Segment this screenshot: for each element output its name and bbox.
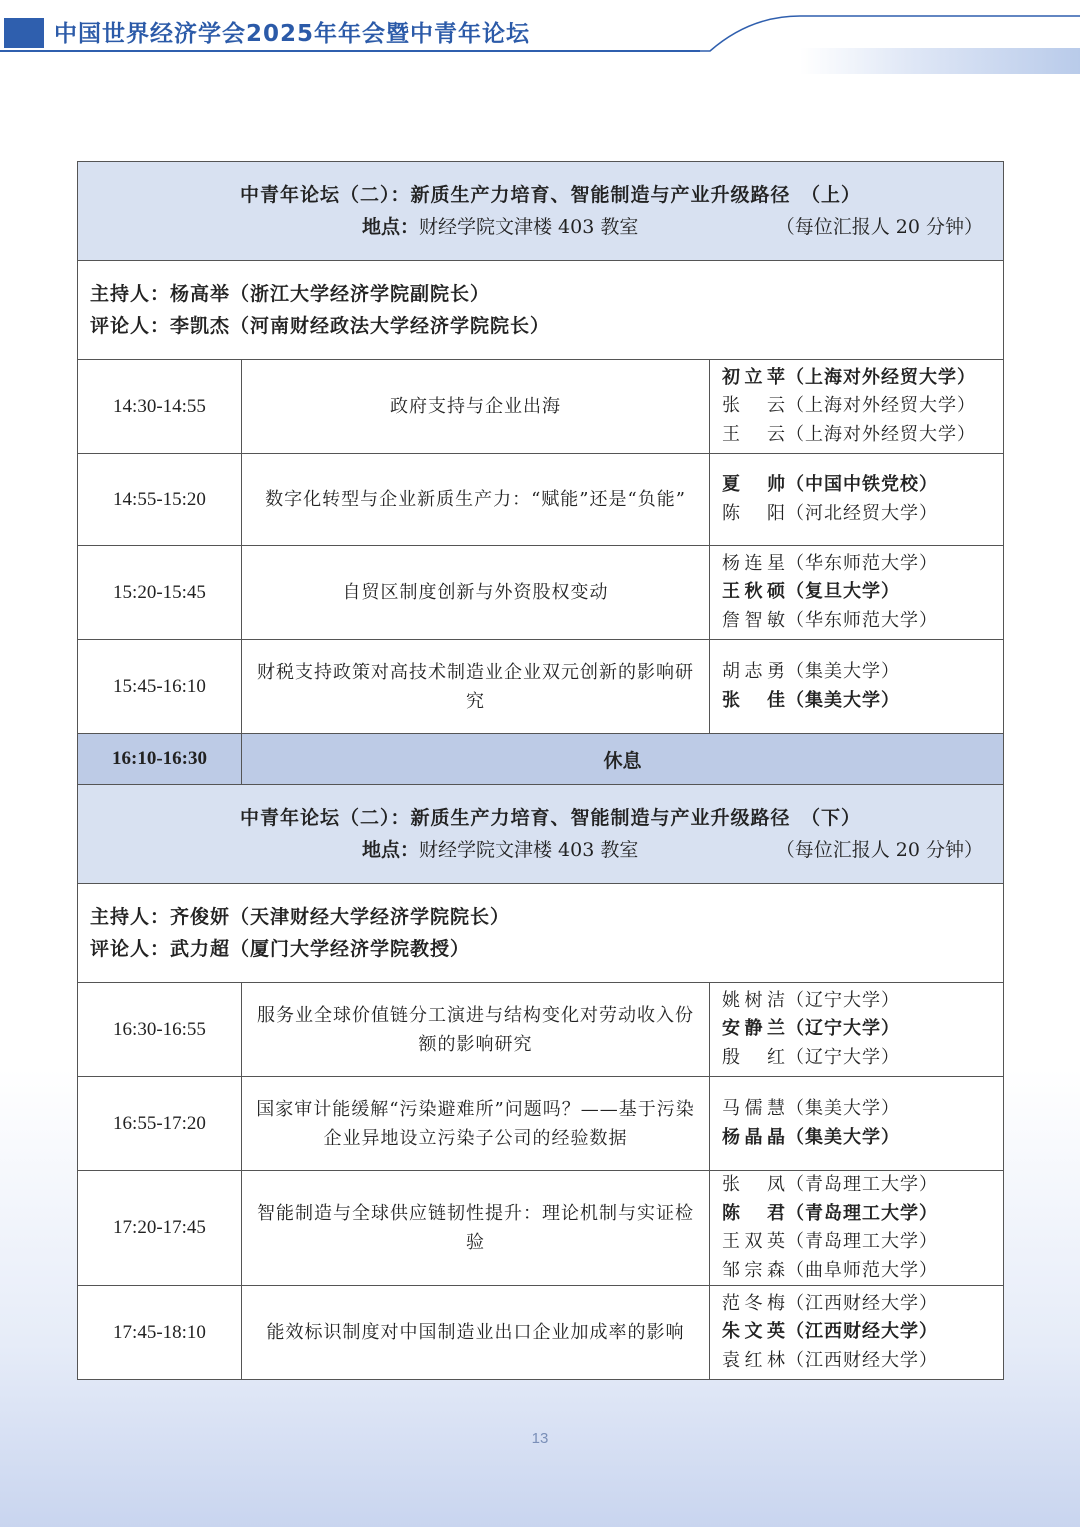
author-name: 初立苹 bbox=[722, 366, 786, 388]
author-affiliation: （辽宁大学） bbox=[786, 989, 900, 1011]
time-slot: 15:45-16:10 bbox=[78, 640, 242, 734]
author-entry bbox=[722, 1171, 1003, 1200]
author-name: 詹智敏 bbox=[722, 609, 786, 631]
session-moderators bbox=[78, 884, 1004, 983]
author-entry bbox=[722, 607, 1003, 636]
author-entry bbox=[722, 550, 1003, 579]
author-affiliation: （中国中铁党校） bbox=[786, 474, 938, 495]
paper-title: 服务业全球价值链分工演进与结构变化对劳动收入份额的影响研究 bbox=[242, 983, 710, 1077]
paper-title: 能效标识制度对中国制造业出口企业加成率的影响 bbox=[242, 1286, 710, 1380]
header-title: 中国世界经济学会2025年年会暨中青年论坛 bbox=[54, 21, 531, 47]
author-affiliation: （集美大学） bbox=[786, 1098, 900, 1119]
time-slot: 16:30-16:55 bbox=[78, 983, 242, 1077]
author-name: 张云 bbox=[722, 395, 786, 417]
author-affiliation: （河北经贸大学） bbox=[786, 502, 938, 524]
time-slot: 14:30-14:55 bbox=[78, 360, 242, 454]
author-name: 陈君 bbox=[722, 1202, 786, 1224]
author-affiliation: （上海对外经贸大学） bbox=[786, 366, 976, 388]
table-row bbox=[78, 1286, 1004, 1380]
paper-title: 国家审计能缓解“污染避难所”问题吗？——基于污染企业异地设立污染子公司的经验数据 bbox=[242, 1077, 710, 1171]
author-entry bbox=[722, 1124, 1003, 1153]
paper-title: 数字化转型与企业新质生产力：“赋能”还是“负能” bbox=[242, 454, 710, 546]
duration-note: （每位汇报人 20 分钟） bbox=[775, 216, 984, 238]
author-affiliation: （曲阜师范大学） bbox=[786, 1259, 938, 1281]
author-entry bbox=[722, 987, 1003, 1016]
author-name: 朱文英 bbox=[722, 1321, 786, 1343]
authors-cell bbox=[710, 1286, 1004, 1380]
time-slot: 14:55-15:20 bbox=[78, 454, 242, 546]
author-name: 杨晶晶 bbox=[722, 1126, 786, 1148]
author-entry bbox=[722, 658, 1003, 687]
author-affiliation: （集美大学） bbox=[786, 689, 900, 711]
author-affiliation: （青岛理工大学） bbox=[786, 1174, 938, 1195]
time-slot: 15:20-15:45 bbox=[78, 546, 242, 640]
author-affiliation: （上海对外经贸大学） bbox=[786, 423, 976, 445]
author-affiliation: （青岛理工大学） bbox=[786, 1231, 938, 1252]
author-entry bbox=[722, 1318, 1003, 1347]
location-value: 财经学院文津楼 403 教室 bbox=[419, 216, 639, 238]
author-affiliation: （华东师范大学） bbox=[786, 609, 938, 631]
page-number: 13 bbox=[531, 1430, 549, 1447]
paper-title: 政府支持与企业出海 bbox=[242, 360, 710, 454]
author-name: 殷红 bbox=[722, 1046, 786, 1068]
paper-title: 自贸区制度创新与外资股权变动 bbox=[242, 546, 710, 640]
author-entry bbox=[722, 1095, 1003, 1124]
discussant-line: 评论人：李凯杰（河南财经政法大学经济学院院长） bbox=[90, 315, 551, 337]
table-row bbox=[78, 983, 1004, 1077]
session-header bbox=[78, 785, 1004, 884]
page-header bbox=[0, 0, 1080, 80]
author-entry bbox=[722, 471, 1003, 500]
author-entry bbox=[722, 1347, 1003, 1376]
time-slot: 16:55-17:20 bbox=[78, 1077, 242, 1171]
authors-cell bbox=[710, 640, 1004, 734]
session-location-line bbox=[78, 211, 1003, 243]
author-entry bbox=[722, 578, 1003, 607]
header-rule bbox=[0, 50, 700, 52]
author-affiliation: （上海对外经贸大学） bbox=[786, 395, 976, 417]
paper-title: 智能制造与全球供应链韧性提升：理论机制与实证检验 bbox=[242, 1171, 710, 1286]
time-slot: 17:20-17:45 bbox=[78, 1171, 242, 1286]
table-row bbox=[78, 640, 1004, 734]
author-affiliation: （华东师范大学） bbox=[786, 552, 938, 574]
author-name: 胡志勇 bbox=[722, 661, 786, 682]
table-row bbox=[78, 360, 1004, 454]
location-label: 地点： bbox=[362, 216, 420, 238]
author-entry bbox=[722, 1015, 1003, 1044]
session-title: 中青年论坛（二）：新质生产力培育、智能制造与产业升级路径 （上） bbox=[240, 184, 862, 206]
author-name: 马儒慧 bbox=[722, 1098, 786, 1119]
authors-cell bbox=[710, 1077, 1004, 1171]
location-label: 地点： bbox=[362, 839, 420, 861]
author-name: 夏帅 bbox=[722, 474, 786, 495]
author-affiliation: （复旦大学） bbox=[786, 581, 900, 603]
table-row bbox=[78, 546, 1004, 640]
authors-cell bbox=[710, 983, 1004, 1077]
author-name: 张佳 bbox=[722, 689, 786, 711]
duration-note: （每位汇报人 20 分钟） bbox=[775, 839, 984, 861]
break-time: 16:10-16:30 bbox=[78, 734, 242, 785]
session-title: 中青年论坛（二）：新质生产力培育、智能制造与产业升级路径 （下） bbox=[240, 807, 862, 829]
author-name: 陈阳 bbox=[722, 502, 786, 524]
header-accent-bar bbox=[4, 18, 44, 48]
header-curve bbox=[690, 14, 1080, 52]
header-gradient-band bbox=[800, 48, 1080, 74]
author-name: 安静兰 bbox=[722, 1018, 786, 1040]
author-entry bbox=[722, 500, 1003, 529]
table-row bbox=[78, 1171, 1004, 1286]
paper-title: 财税支持政策对高技术制造业企业双元创新的影响研究 bbox=[242, 640, 710, 734]
author-entry bbox=[722, 1044, 1003, 1073]
author-entry bbox=[722, 1257, 1003, 1286]
time-slot: 17:45-18:10 bbox=[78, 1286, 242, 1380]
author-affiliation: （辽宁大学） bbox=[786, 1018, 900, 1040]
author-name: 姚树洁 bbox=[722, 989, 786, 1011]
author-entry bbox=[722, 1200, 1003, 1229]
author-name: 邹宗森 bbox=[722, 1259, 786, 1281]
discussant-line: 评论人：武力超（厦门大学经济学院教授） bbox=[90, 938, 471, 960]
author-affiliation: （江西财经大学） bbox=[786, 1349, 938, 1371]
session-header bbox=[78, 162, 1004, 261]
author-affiliation: （江西财经大学） bbox=[786, 1292, 938, 1314]
author-affiliation: （集美大学） bbox=[786, 661, 900, 682]
authors-cell bbox=[710, 1171, 1004, 1286]
author-name: 杨连星 bbox=[722, 552, 786, 574]
author-affiliation: （江西财经大学） bbox=[786, 1321, 938, 1343]
author-name: 袁红林 bbox=[722, 1349, 786, 1371]
author-affiliation: （辽宁大学） bbox=[786, 1046, 900, 1068]
authors-cell bbox=[710, 546, 1004, 640]
author-entry bbox=[722, 392, 1003, 421]
break-row bbox=[78, 734, 1004, 785]
author-entry bbox=[722, 1290, 1003, 1319]
break-label: 休息 bbox=[242, 734, 1004, 785]
table-row bbox=[78, 454, 1004, 546]
table-row bbox=[78, 1077, 1004, 1171]
author-entry bbox=[722, 364, 1003, 393]
author-name: 张凤 bbox=[722, 1174, 786, 1195]
author-entry bbox=[722, 687, 1003, 716]
location-value: 财经学院文津楼 403 教室 bbox=[419, 839, 639, 861]
author-name: 王云 bbox=[722, 423, 786, 445]
author-entry bbox=[722, 421, 1003, 450]
author-affiliation: （集美大学） bbox=[786, 1126, 900, 1148]
author-name: 范冬梅 bbox=[722, 1292, 786, 1314]
author-entry bbox=[722, 1228, 1003, 1257]
session-location-line bbox=[78, 834, 1003, 866]
session-moderators bbox=[78, 261, 1004, 360]
author-name: 王秋硕 bbox=[722, 581, 786, 603]
schedule-table bbox=[77, 161, 1004, 1380]
author-name: 王双英 bbox=[722, 1231, 786, 1252]
author-affiliation: （青岛理工大学） bbox=[786, 1202, 938, 1224]
authors-cell bbox=[710, 360, 1004, 454]
host-line: 主持人：杨高举（浙江大学经济学院副院长） bbox=[90, 283, 491, 305]
host-line: 主持人：齐俊妍（天津财经大学经济学院院长） bbox=[90, 906, 511, 928]
authors-cell bbox=[710, 454, 1004, 546]
